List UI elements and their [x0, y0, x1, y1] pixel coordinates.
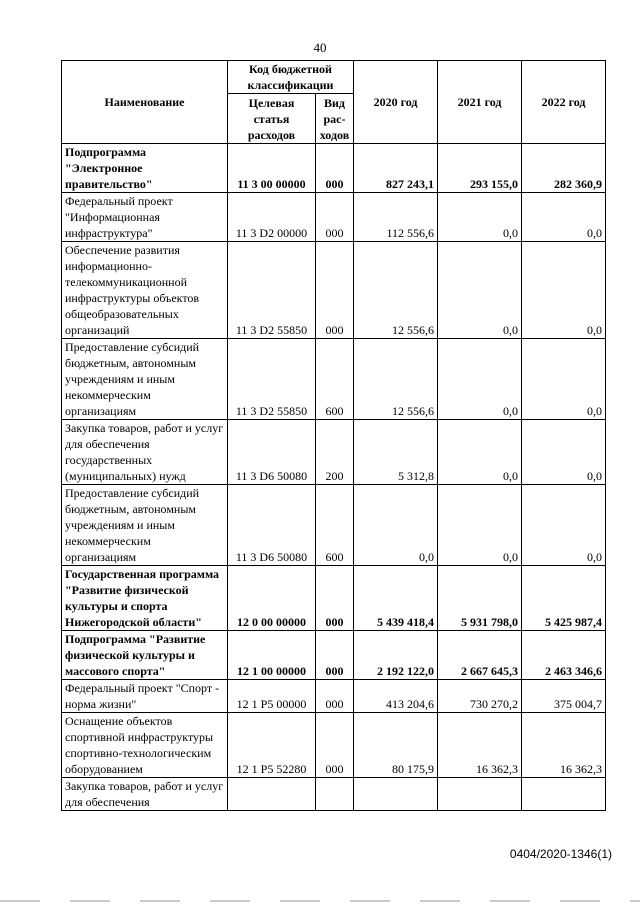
- row-2022: [522, 778, 606, 811]
- row-2022: 0,0: [522, 193, 606, 242]
- row-2021: 0,0: [438, 420, 522, 485]
- document-code: 0404/2020-1346(1): [509, 847, 612, 861]
- row-2021: 293 155,0: [438, 144, 522, 193]
- row-name: Предоставление субсидий бюджетным, автономным учреждениям и иным некоммерческим организациям: [62, 339, 228, 420]
- table-row: [62, 420, 606, 485]
- row-code: 12 0 00 00000: [228, 566, 316, 631]
- row-name: Подпрограмма "Развитие физической культуры и массового спорта": [62, 631, 228, 680]
- row-code: 11 3 D6 50080: [228, 485, 316, 566]
- header-2020: 2020 год: [354, 61, 438, 144]
- row-code: 12 1 00 00000: [228, 631, 316, 680]
- row-code: 11 3 00 00000: [228, 144, 316, 193]
- row-2021: 0,0: [438, 193, 522, 242]
- row-vid: 000: [316, 680, 354, 713]
- row-name: Закупка товаров, работ и услуг для обеспечения государственных (муниципальных) нужд: [62, 420, 228, 485]
- row-2020: 12 556,6: [354, 339, 438, 420]
- row-2021: 5 931 798,0: [438, 566, 522, 631]
- row-2021: 16 362,3: [438, 713, 522, 778]
- budget-table: [61, 60, 606, 811]
- row-2022: 375 004,7: [522, 680, 606, 713]
- row-vid: 000: [316, 242, 354, 339]
- row-2021: 730 270,2: [438, 680, 522, 713]
- table-row: [62, 680, 606, 713]
- row-code: 11 3 D2 55850: [228, 242, 316, 339]
- row-2022: 0,0: [522, 485, 606, 566]
- row-name: Предоставление субсидий бюджетным, автономным учреждениям и иным некоммерческим организациям: [62, 485, 228, 566]
- row-2021: [438, 778, 522, 811]
- table-row: [62, 778, 606, 811]
- header-target-article: Целевая статья расходов: [228, 94, 316, 144]
- row-vid: 600: [316, 485, 354, 566]
- table-row: [62, 242, 606, 339]
- row-name: Обеспечение развития информационно-телекоммуникационной инфраструктуры объектов общеобразовательных организаций: [62, 242, 228, 339]
- row-vid: 000: [316, 566, 354, 631]
- row-2020: 827 243,1: [354, 144, 438, 193]
- header-kbk-group: Код бюджетной классификации: [228, 61, 354, 94]
- header-2022: 2022 год: [522, 61, 606, 144]
- row-name: Закупка товаров, работ и услуг для обеспечения: [62, 778, 228, 811]
- row-2022: 16 362,3: [522, 713, 606, 778]
- row-code: [228, 778, 316, 811]
- row-vid: 000: [316, 713, 354, 778]
- row-code: 11 3 D2 55850: [228, 339, 316, 420]
- row-2020: 12 556,6: [354, 242, 438, 339]
- row-vid: 600: [316, 339, 354, 420]
- header-expense-type: Вид рас-ходов: [316, 94, 354, 144]
- row-code: 12 1 P5 00000: [228, 680, 316, 713]
- row-2021: 0,0: [438, 242, 522, 339]
- row-2020: 0,0: [354, 485, 438, 566]
- table-row: [62, 339, 606, 420]
- row-code: 12 1 P5 52280: [228, 713, 316, 778]
- row-name: Государственная программа "Развитие физической культуры и спорта Нижегородской области": [62, 566, 228, 631]
- row-name: Оснащение объектов спортивной инфраструктуры спортивно-технологическим оборудованием: [62, 713, 228, 778]
- table-row: [62, 144, 606, 193]
- row-2022: 0,0: [522, 242, 606, 339]
- row-2021: 0,0: [438, 339, 522, 420]
- header-name: Наименование: [62, 61, 228, 144]
- row-name: Федеральный проект "Спорт - норма жизни": [62, 680, 228, 713]
- row-2020: 112 556,6: [354, 193, 438, 242]
- row-2022: 5 425 987,4: [522, 566, 606, 631]
- row-vid: 200: [316, 420, 354, 485]
- table-row: [62, 193, 606, 242]
- header-2021: 2021 год: [438, 61, 522, 144]
- row-2022: 0,0: [522, 420, 606, 485]
- row-code: 11 3 D6 50080: [228, 420, 316, 485]
- row-vid: 000: [316, 144, 354, 193]
- row-vid: 000: [316, 631, 354, 680]
- row-2022: 0,0: [522, 339, 606, 420]
- row-2020: 80 175,9: [354, 713, 438, 778]
- row-vid: 000: [316, 193, 354, 242]
- row-2022: 2 463 346,6: [522, 631, 606, 680]
- row-2020: 5 439 418,4: [354, 566, 438, 631]
- row-2020: 413 204,6: [354, 680, 438, 713]
- row-name: Подпрограмма "Электронное правительство": [62, 144, 228, 193]
- row-2022: 282 360,9: [522, 144, 606, 193]
- table-row: [62, 485, 606, 566]
- row-name: Федеральный проект "Информационная инфраструктура": [62, 193, 228, 242]
- row-2020: 5 312,8: [354, 420, 438, 485]
- row-vid: [316, 778, 354, 811]
- row-code: 11 3 D2 00000: [228, 193, 316, 242]
- table-row: [62, 631, 606, 680]
- page-number: 40: [313, 40, 327, 55]
- table-row: [62, 566, 606, 631]
- row-2021: 0,0: [438, 485, 522, 566]
- row-2020: 2 192 122,0: [354, 631, 438, 680]
- scan-edge-line: [0, 900, 640, 902]
- row-2020: [354, 778, 438, 811]
- table-row: [62, 713, 606, 778]
- row-2021: 2 667 645,3: [438, 631, 522, 680]
